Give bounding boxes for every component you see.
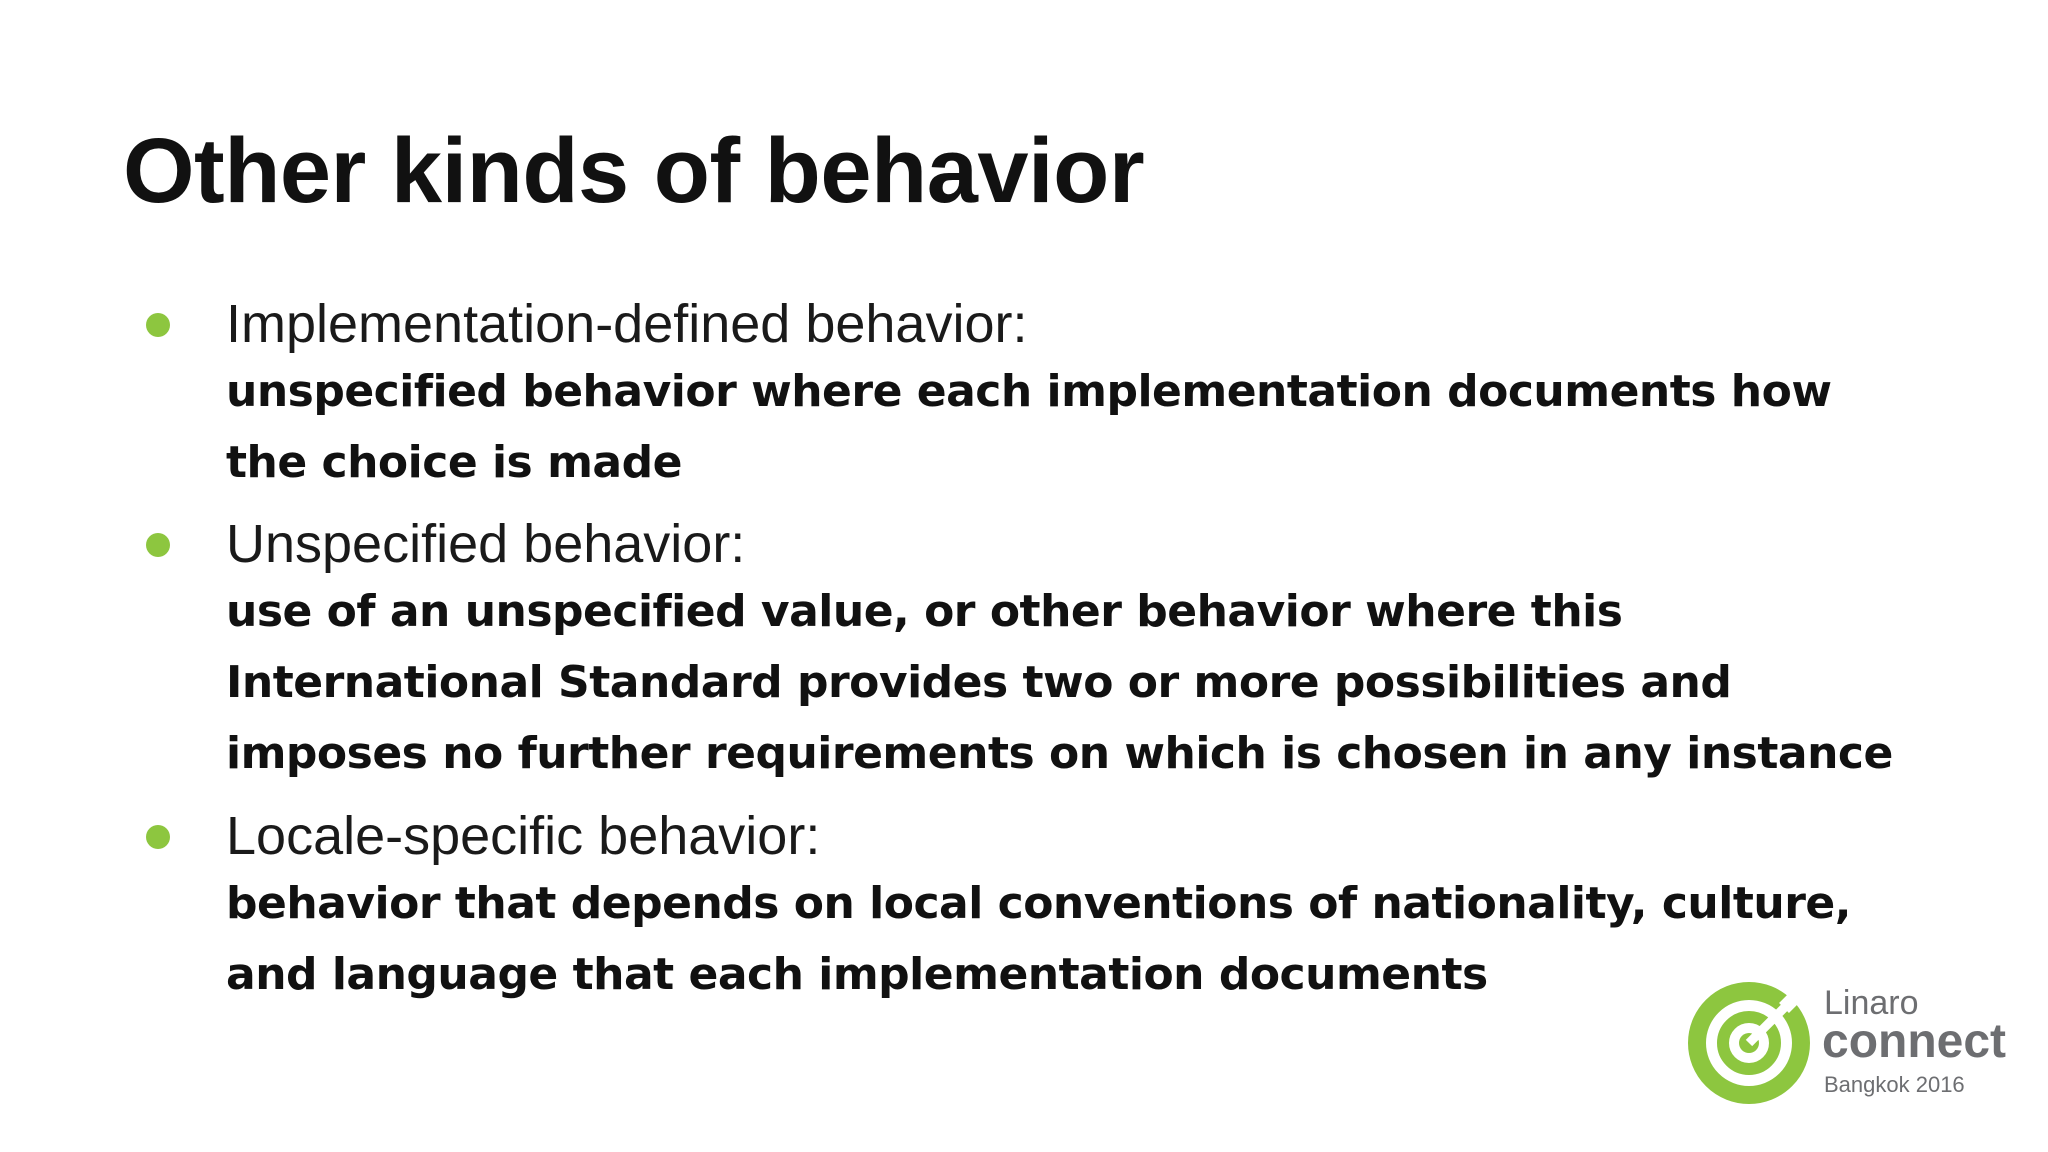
- slide-title: Other kinds of behavior: [123, 120, 1145, 222]
- bullet-term: Locale-specific behavior:: [226, 806, 821, 866]
- linaro-target-icon: [1686, 980, 1812, 1106]
- linaro-connect-logo: [1686, 980, 2016, 1110]
- bullet-definition: unspecified behavior where each implementation documents how the choice is made: [226, 366, 1832, 488]
- bullet-dot-icon: [146, 313, 170, 337]
- bullet-term: Unspecified behavior:: [226, 514, 746, 574]
- bullet-term: Implementation-defined behavior:: [226, 294, 1028, 354]
- logo-line2: connect: [1822, 1015, 2007, 1068]
- logo-line1: Linaro: [1824, 984, 1919, 1022]
- logo-line3: Bangkok 2016: [1824, 1072, 1965, 1097]
- bullet-dot-icon: [146, 825, 170, 849]
- bullet-dot-icon: [146, 533, 170, 557]
- bullet-definition: behavior that depends on local conventions of nationality, culture, and language that each implementation documents: [226, 878, 1851, 1000]
- bullet-definition: use of an unspecified value, or other behavior where this International Standard provides two or more possibilities and imposes no further requirements on which is chosen in any instance: [226, 586, 1893, 779]
